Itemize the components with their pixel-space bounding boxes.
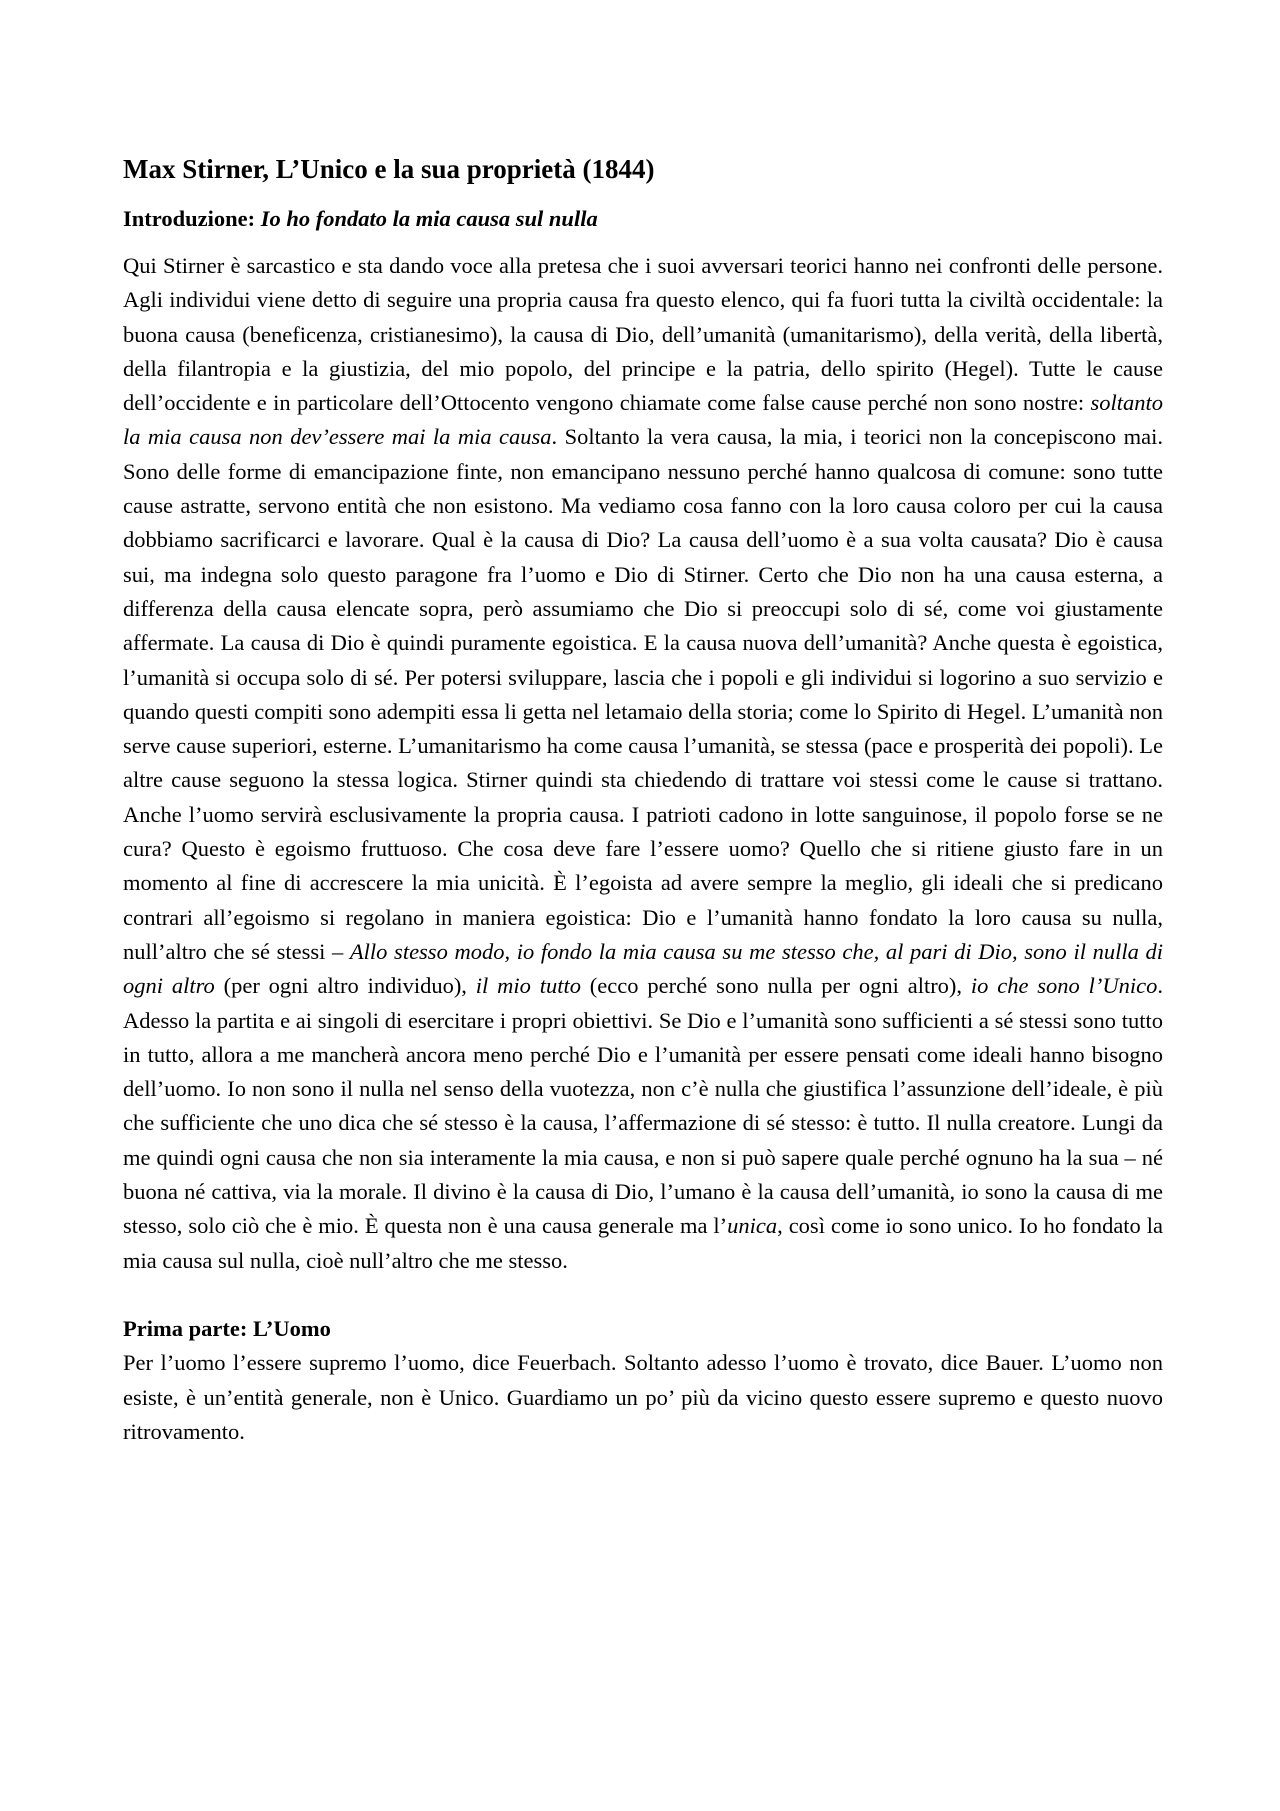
text-run: . Adesso la partita e ai singoli di esercitare i propri obiettivi. Se Dio e l’umanità sono sufficienti a sé stessi sono tutto in tutto, allora a me mancherà ancora meno perché Dio e l’umanità per essere pensati come ideali hanno bisogno dell’uomo. Io non sono il nulla nel senso della vuotezza, non c’è nulla che giustifica l’assunzione dell’ideale, è più che sufficiente che uno dica che sé stesso è la causa, l’affermazione di sé stesso: è tutto. Il nulla creatore. Lungi da me quindi ogni causa che non sia interamente la mia causa, e non si può sapere quale perché ognuno ha la sua – né buona né cattiva, via la morale. Il divino è la causa di Dio, l’umano è la causa dell’umanità, io sono la causa di me stesso, solo ciò che è mio. È questa non è una causa generale ma l’ [123, 973, 1163, 1239]
introduction-paragraph [123, 249, 1163, 1278]
part-one-heading: Prima parte: L’Uomo [123, 1315, 331, 1341]
text-run: . Soltanto la vera causa, la mia, i teorici non la concepiscono mai. Sono delle forme di emancipazione finte, non emancipano nessuno perché hanno qualcosa di comune: sono tutte cause astratte, servono entità che non esistono. Ma vediamo cosa fanno con la loro causa coloro per cui la causa dobbiamo sacrificarci e lavorare. Qual è la causa di Dio? La causa dell’uomo è a sua volta causata? Dio è causa sui, ma indegna solo questo paragone fra l’uomo e Dio di Stirner. Certo che Dio non ha una causa esterna, a differenza della causa elencate sopra, però assumiamo che Dio si preoccupi solo di sé, come voi giustamente affermate. La causa di Dio è quindi puramente egoistica. E la causa nuova dell’umanità? Anche questa è egoistica, l’umanità si occupa solo di sé. Per potersi sviluppare, lascia che i popoli e gli individui si logorino a suo servizio e quando questi compiti sono adempiti essa li getta nel letamaio della storia; come lo Spirito di Hegel. L’umanità non serve cause superiori, esterne. L’umanitarismo ha come causa l’umanità, se stessa (pace e prosperità dei popoli). Le altre cause seguono la stessa logica. Stirner quindi sta chiedendo di trattare voi stessi come le cause si trattano. Anche l’uomo servirà esclusivamente la propria causa. I patrioti cadono in lotte sanguinose, il popolo forse se ne cura? Questo è egoismo fruttuoso. Che cosa deve fare l’essere uomo? Quello che si ritiene giusto fare in un momento al fine di accrescere la mia unicità. È l’egoista ad avere sempre la meglio, gli ideali che si predicano contrari all’egoismo si regolano in maniera egoistica: Dio e l’umanità hanno fondato la loro causa su nulla, null’altro che sé stessi – [123, 424, 1163, 964]
text-run: , così come io sono unico. Io ho fondato la mia causa sul nulla, cioè null’altro che me stesso. [123, 1213, 1163, 1273]
emphasis-run: soltanto la mia causa non dev’essere mai la mia causa [123, 390, 1163, 450]
document-title: Max Stirner, L’Unico e la sua proprietà (1844) [123, 154, 655, 184]
text-run: (per ogni altro individuo), [214, 973, 476, 999]
introduction-heading-subtitle: Io ho fondato la mia causa sul nulla [260, 206, 598, 231]
emphasis-run: unica [727, 1213, 778, 1239]
introduction-heading-label: Introduzione: [123, 206, 256, 231]
document-page [123, 150, 1163, 1449]
paragraph-spacer [123, 1278, 1163, 1312]
text-run: (ecco perché sono nulla per ogni altro), [580, 973, 971, 999]
emphasis-run: Allo stesso modo, io fondo la mia causa su me stesso che, al pari di Dio, sono il nulla di ogni altro [123, 938, 1163, 999]
emphasis-run: il mio tutto [475, 973, 581, 999]
part-one-paragraph: Per l’uomo l’essere supremo l’uomo, dice Feuerbach. Soltanto adesso l’uomo è trovato, dice Bauer. L’uomo non esiste, è un’entità generale, non è Unico. Guardiamo un po’ più da vicino questo essere supremo e questo nuovo ritrovamento. [123, 1350, 1163, 1444]
text-run: Qui Stirner è sarcastico e sta dando voce alla pretesa che i suoi avversari teorici hanno nei confronti delle persone. Agli individui viene detto di seguire una propria causa fra questo elenco, qui fa fuori tutta la civiltà occidentale: la buona causa (beneficenza, cristianesimo), la causa di Dio, dell’umanità (umanitarismo), della verità, della libertà, della filantropia e la giustizia, del mio popolo, del principe e la patria, dello spirito (Hegel). Tutte le cause dell’occidente e in particolare dell’Ottocento vengono chiamate come false cause perché non sono nostre: [123, 253, 1163, 416]
introduction-heading [123, 202, 1163, 236]
emphasis-run: io che sono l’Unico [970, 973, 1158, 999]
